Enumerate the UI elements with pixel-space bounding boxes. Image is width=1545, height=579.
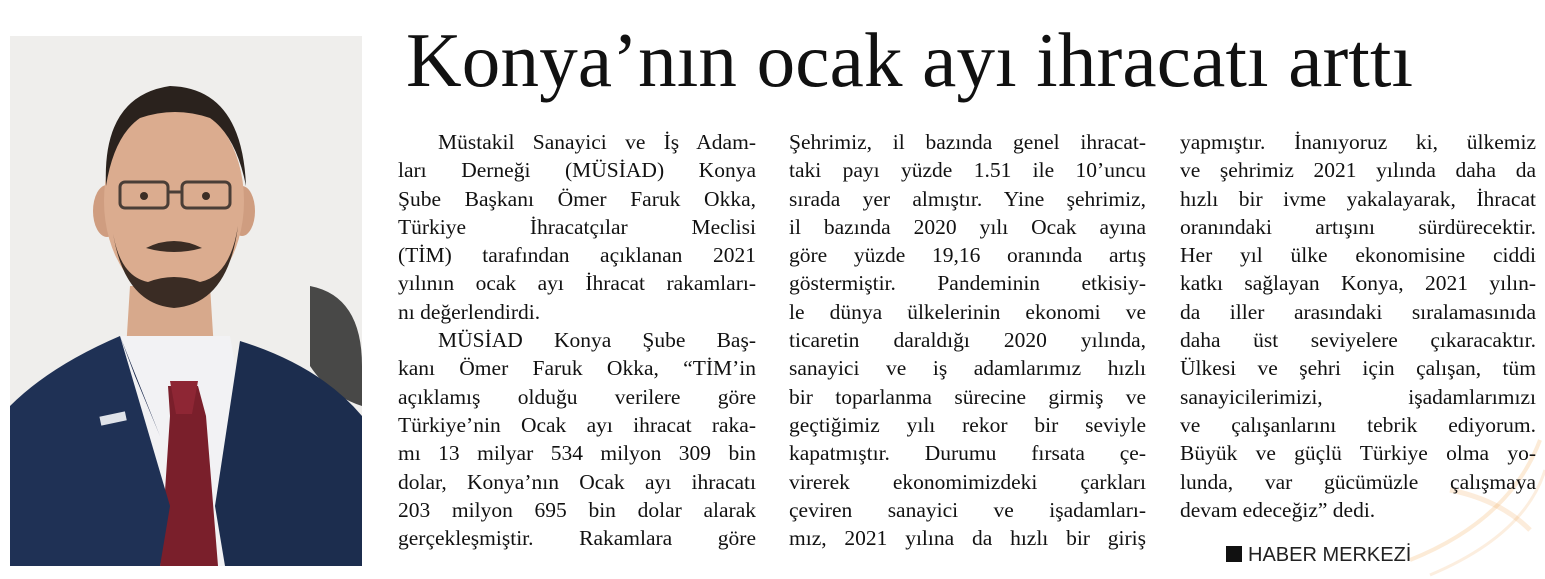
text-line: Ülkesi ve şehri için çalışan, tüm bbox=[1180, 356, 1536, 381]
text-line: Şehrimiz, il bazında genel ihracat- bbox=[789, 130, 1146, 154]
text-line: da iller arasındaki sıralamasınıda bbox=[1180, 299, 1536, 324]
text-line: Her yıl ülke ekonomisine ciddi bbox=[1180, 243, 1536, 268]
text-line: mız, 2021 yılına da hızlı bir giriş bbox=[789, 526, 1146, 551]
text-line: hızlı bir ivme yakalayarak, İhracat bbox=[1180, 186, 1536, 211]
text-line: oranındaki artışını sürdürecektir. bbox=[1180, 214, 1536, 239]
text-line: ve şehrimiz 2021 yılında daha da bbox=[1180, 158, 1536, 183]
text-line: MÜSİAD Konya Şube Baş- bbox=[438, 328, 756, 353]
text-line: bir toparlanma sürecine girmiş ve bbox=[789, 384, 1146, 409]
text-line: sırada yer almıştır. Yine şehrimiz, bbox=[789, 186, 1146, 211]
text-line: devam edeceğiz” dedi. bbox=[1180, 497, 1376, 522]
article-column-1 bbox=[398, 128, 756, 552]
text-line: le dünya ülkelerinin ekonomi ve bbox=[789, 299, 1146, 324]
text-line: ları Derneği (MÜSİAD) Konya bbox=[398, 158, 756, 183]
text-line: açıklamış olduğu verilere göre bbox=[398, 384, 756, 409]
text-line: Şube Başkanı Ömer Faruk Okka, bbox=[398, 186, 756, 211]
text-line: sanayicilerimizi, işadamlarımızı bbox=[1180, 384, 1536, 409]
text-line: ve çalışanlarını tebrik ediyorum. bbox=[1180, 412, 1536, 437]
text-line: mı 13 milyar 534 milyon 309 bin bbox=[398, 441, 756, 466]
text-line: göstermiştir. Pandeminin etkisiy- bbox=[789, 271, 1146, 296]
text-line: göre yüzde 19,16 oranında artış bbox=[789, 243, 1146, 268]
text-line: nı değerlendirdi. bbox=[398, 299, 541, 324]
text-line: geçtiğimiz yılı rekor bir seviyle bbox=[789, 412, 1146, 437]
portrait-photo bbox=[10, 36, 362, 566]
text-line: virerek ekonomimizdeki çarkları bbox=[789, 469, 1146, 494]
text-line: Türkiye İhracatçılar Meclisi bbox=[398, 214, 756, 239]
text-line: çeviren sanayici ve işadamları- bbox=[789, 497, 1146, 522]
byline-text: HABER MERKEZİ bbox=[1248, 544, 1412, 566]
text-line: lunda, var gücümüzle çalışmaya bbox=[1180, 469, 1536, 494]
text-line: gerçekleşmiştir. Rakamlara göre bbox=[398, 526, 756, 551]
text-line: Türkiye’nin Ocak ayı ihracat raka- bbox=[398, 412, 756, 437]
text-line: il bazında 2020 yılı Ocak ayına bbox=[789, 214, 1146, 239]
headline: Konya’nın ocak ayı ihracatı arttı bbox=[406, 17, 1414, 103]
text-line: sanayici ve iş adamlarımız hızlı bbox=[789, 356, 1146, 381]
article-column-3 bbox=[1180, 128, 1536, 524]
text-line: yapmıştır. İnanıyoruz ki, ülkemiz bbox=[1180, 130, 1536, 154]
man-portrait-icon bbox=[10, 36, 362, 566]
text-line: ticaretin daraldığı 2020 yılında, bbox=[789, 328, 1146, 353]
square-bullet-icon bbox=[1226, 546, 1242, 562]
text-line: yılının ocak ayı İhracat rakamları- bbox=[398, 271, 756, 296]
article-column-2 bbox=[789, 128, 1146, 552]
text-line: kapatmıştır. Durumu fırsata çe- bbox=[789, 441, 1146, 466]
text-line: kanı Ömer Faruk Okka, “TİM’in bbox=[398, 356, 756, 381]
byline bbox=[1226, 540, 1411, 570]
text-line: (TİM) tarafından açıklanan 2021 bbox=[398, 243, 756, 268]
text-line: Müstakil Sanayici ve İş Adam- bbox=[438, 130, 756, 154]
text-line: Büyük ve güçlü Türkiye olma yo- bbox=[1180, 441, 1536, 466]
text-line: taki payı yüzde 1.51 ile 10’uncu bbox=[789, 158, 1146, 183]
text-line: dolar, Konya’nın Ocak ayı ihracatı bbox=[398, 469, 756, 494]
text-line: katkı sağlayan Konya, 2021 yılın- bbox=[1180, 271, 1536, 296]
text-line: 203 milyon 695 bin dolar alarak bbox=[398, 497, 756, 522]
text-line: daha üst seviyelere çıkaracaktır. bbox=[1180, 328, 1536, 353]
